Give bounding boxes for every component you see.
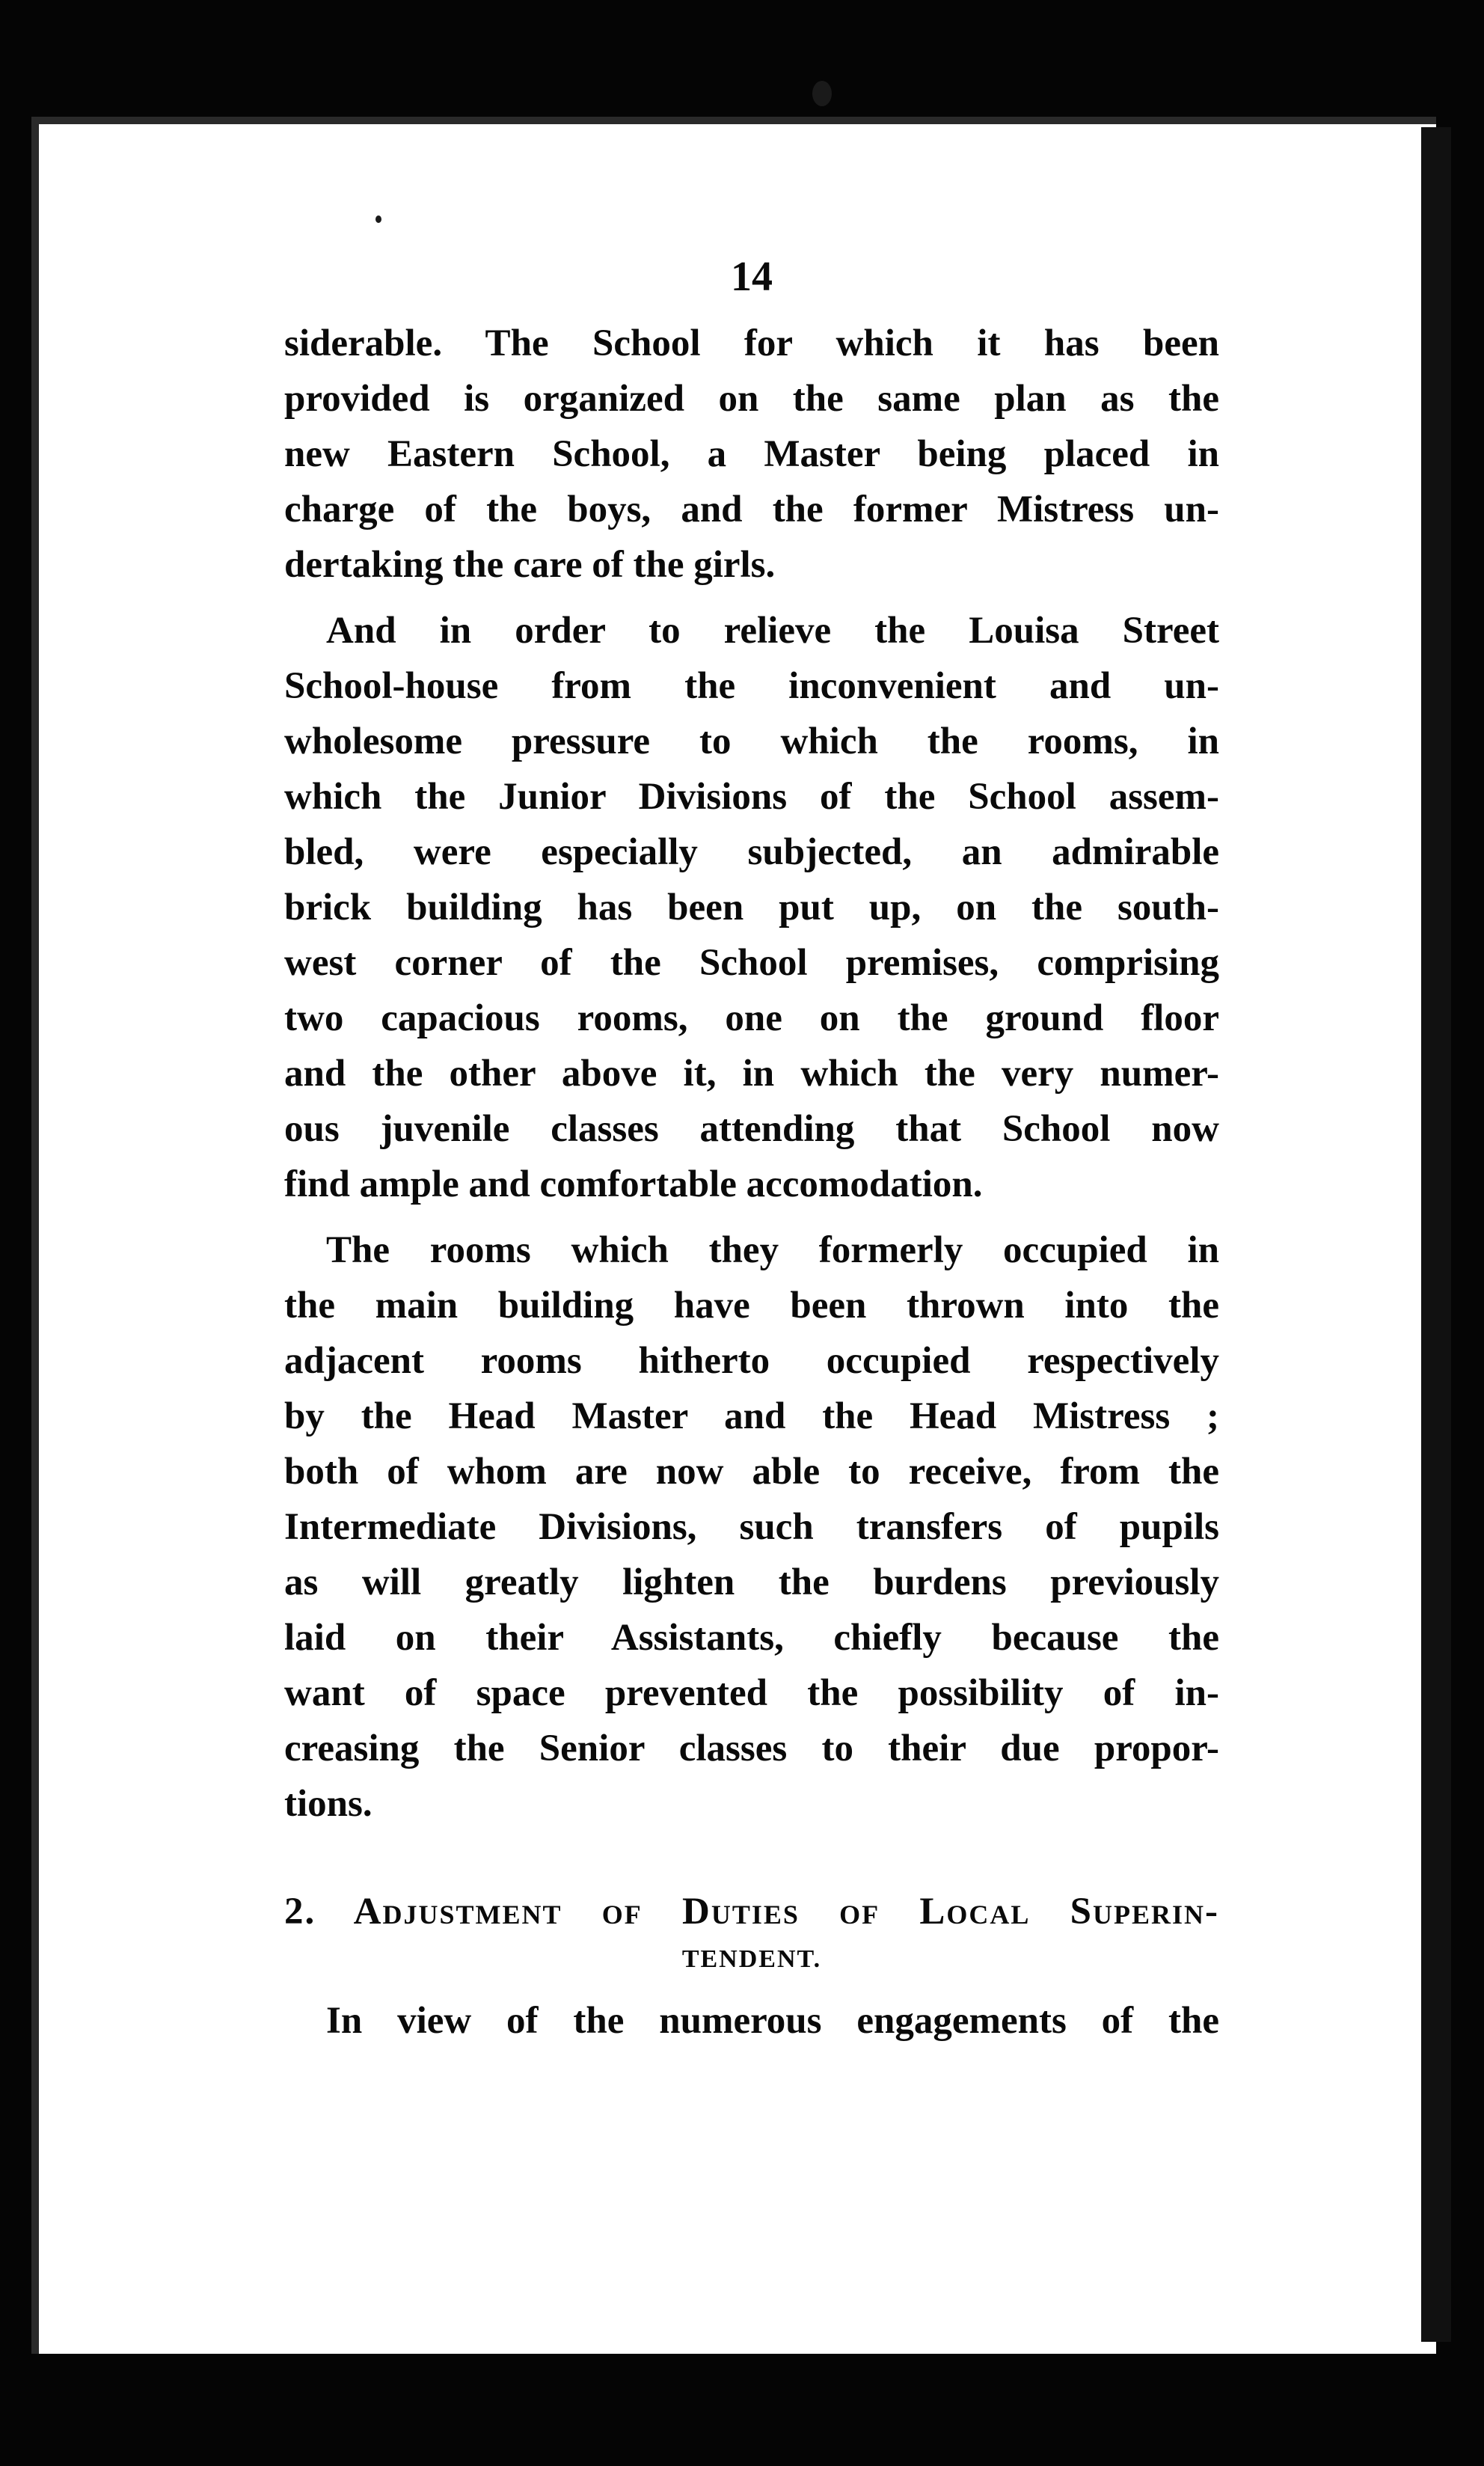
page-number: 14: [731, 254, 773, 300]
text-line: new Eastern School, a Master being placed in: [284, 433, 1219, 475]
ink-dot: [375, 215, 381, 223]
text-line: School-house from the inconvenient and un-: [284, 665, 1219, 707]
text-line: wholesome pressure to which the rooms, in: [284, 720, 1219, 762]
text-line: brick building has been put up, on the south-: [284, 887, 1219, 928]
text-block: [284, 247, 1219, 2059]
text-line: west corner of the School premises, comprising: [284, 942, 1219, 984]
text-line: creasing the Senior classes to their due propor-: [284, 1728, 1219, 1769]
paragraph: [284, 1223, 1219, 1832]
text-line: want of space prevented the possibility of in-: [284, 1672, 1219, 1714]
text-line: the main building have been thrown into the: [284, 1285, 1219, 1327]
text-line: siderable. The School for which it has been: [284, 322, 1219, 364]
text-line: And in order to relieve the Louisa Street: [326, 610, 1219, 652]
section-heading-line: 2. Adjustment of Duties of Local Superin-: [284, 1891, 1219, 1933]
page-edge-shadow: [1421, 127, 1451, 2342]
text-line: as will greatly lighten the burdens previously: [284, 1561, 1219, 1603]
text-line: laid on their Assistants, chiefly because the: [284, 1617, 1219, 1659]
text-line: ous juvenile classes attending that School now: [284, 1108, 1219, 1150]
text-line: by the Head Master and the Head Mistress ;: [284, 1395, 1219, 1437]
text-line: The rooms which they formerly occupied in: [326, 1229, 1219, 1271]
text-line: tions.: [284, 1783, 372, 1825]
text-line: Intermediate Divisions, such transfers of pupils: [284, 1506, 1219, 1548]
ink-speck: [812, 81, 832, 106]
text-line: dertaking the care of the girls.: [284, 544, 776, 586]
text-line: adjacent rooms hitherto occupied respectively: [284, 1340, 1219, 1382]
paragraph: [284, 1993, 1219, 2049]
text-line: provided is organized on the same plan as the: [284, 378, 1219, 420]
text-line: charge of the boys, and the former Mistress un-: [284, 489, 1219, 530]
text-line: In view of the numerous engagements of the: [326, 2000, 1219, 2042]
text-line: two capacious rooms, one on the ground floor: [284, 997, 1219, 1039]
section-heading: [284, 1884, 1219, 1980]
text-line: both of whom are now able to receive, from the: [284, 1451, 1219, 1493]
text-line: find ample and comfortable accomodation.: [284, 1163, 983, 1205]
text-line: and the other above it, in which the very numer-: [284, 1053, 1219, 1095]
text-line: bled, were especially subjected, an admirable: [284, 831, 1219, 873]
section-heading-continuation: TENDENT.: [681, 1945, 822, 1973]
paragraph: [284, 603, 1219, 1212]
paragraph: [284, 316, 1219, 593]
text-line: which the Junior Divisions of the School assem-: [284, 776, 1219, 818]
